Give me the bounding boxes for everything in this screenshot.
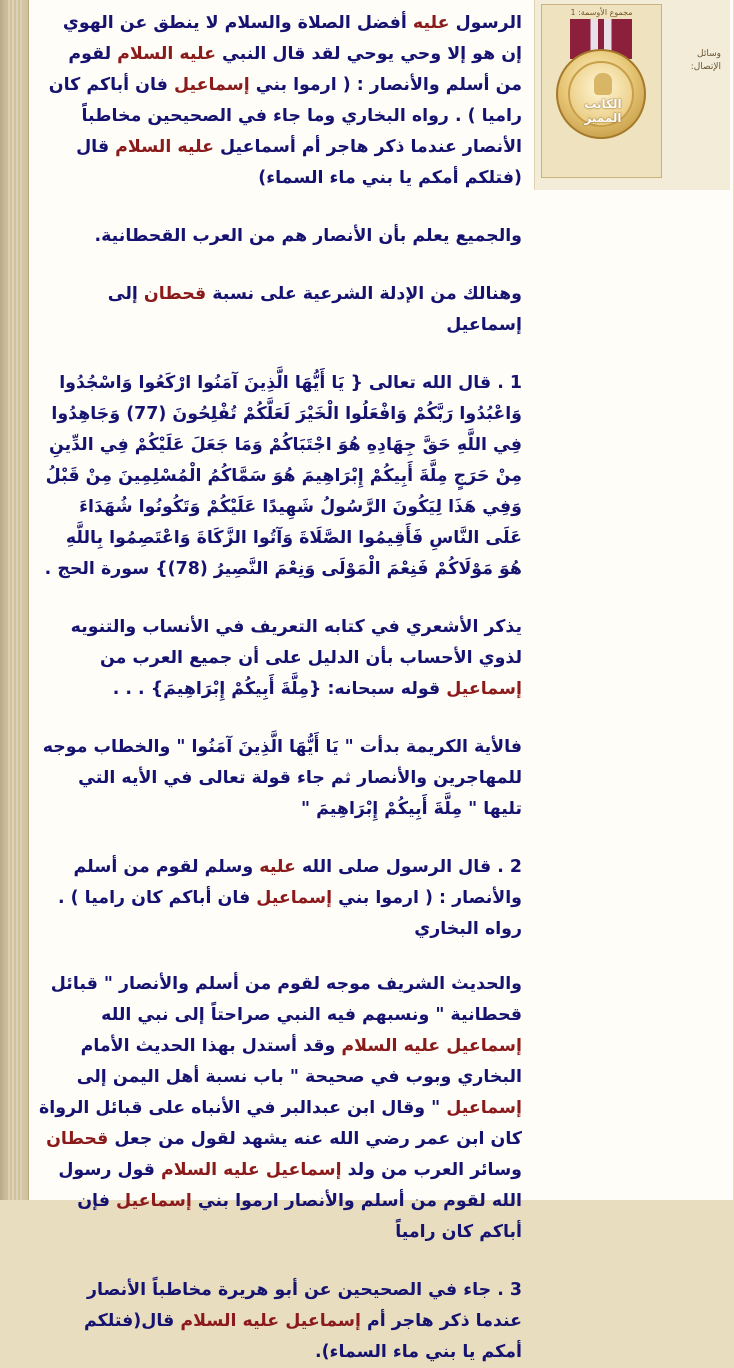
post-paragraph <box>39 368 522 585</box>
post-text: إلى إسماعيل <box>107 284 522 335</box>
post-text: 1 . قال الله تعالى { يَا أَيُّهَا الَّذِينَ آمَنُوا ارْكَعُوا وَاسْجُدُوا وَاعْبُدُوا رَبَّكُمْ وَافْعَلُوا الْخَيْرَ لَعَلَّكُمْ تُفْلِحُونَ (77) وَجَاهِدُوا فِي اللَّهِ حَقَّ جِهَادِهِ هُوَ اجْتَبَاكُمْ وَمَا جَعَلَ عَلَيْكُمْ فِي الدِّينِ مِنْ حَرَجٍ مِلَّةَ أَبِيكُمْ إِبْرَاهِيمَ هُوَ سَمَّاكُمُ الْمُسْلِمِينَ مِنْ قَبْلُ وَفِي هَذَا لِيَكُونَ الرَّسُولُ شَهِيدًا عَلَيْكُمْ وَتَكُونُوا شُهَدَاءَ عَلَى النَّاسِ فَأَقِيمُوا الصَّلَاةَ وَآتُوا الزَّكَاةَ وَاعْتَصِمُوا بِاللَّهِ هُوَ مَوْلَاكُمْ فَنِعْمَ الْمَوْلَى وَنِعْمَ النَّصِيرُ (78)} سورة الحج . <box>44 373 522 579</box>
post-text: قول رسول الله لقوم من أسلم والأنصار ارموا بني <box>58 1160 522 1211</box>
highlighted-text: إسماعيل <box>446 1098 522 1118</box>
post-paragraph <box>39 612 522 705</box>
post-text: " وقال ابن عبدالبر في الأنباه على قبائل الرواة كان ابن عمر رضي الله عنه يشهد لقول من جعل <box>38 1098 522 1149</box>
contact-methods-label: وسائل الإتصال: <box>690 49 721 72</box>
post-text: قال (فتلكم أمكم يا بني ماء السماء) <box>76 137 522 188</box>
post-paragraph <box>39 8 522 194</box>
post-text: وسلم لقوم من أسلم والأنصار : ( ارموا بني <box>73 857 522 908</box>
post-paragraph <box>39 732 522 825</box>
post-body <box>29 0 534 1362</box>
medal-icon <box>556 49 646 139</box>
highlighted-text: إسماعيل <box>446 679 522 699</box>
post-text: أفضل الصلاة والسلام لا ينطق عن الهوي إن هو إلا وحي يوحي لقد قال النبي <box>62 13 522 64</box>
post-text: لقوم من أسلم والأنصار : ( ارموا بني <box>68 44 522 95</box>
post-text: الرسول <box>449 13 522 33</box>
post-text: وقد أستدل بهذا الحديث الأمام البخاري وبوب في صحيحة " باب نسبة أهل اليمن إلى <box>76 1036 522 1087</box>
post-paragraph <box>39 221 522 252</box>
highlighted-text: عليه <box>412 13 450 33</box>
post-text: والجميع يعلم بأن الأنصار هم من العرب القحطانية. <box>94 226 522 246</box>
post-text: فان أباكم كان راميا ) . رواه البخاري وما جاء في الصحيحين مخاطباً الأنصار عندما ذكر هاجر أم أسماعيل <box>48 75 522 157</box>
highlighted-text: عليه السلام <box>117 44 216 64</box>
highlighted-text: إسماعيل عليه السلام <box>160 1160 342 1180</box>
post-text: قوله سبحانه: {مِلَّةَ أَبِيكُمْ إِبْرَاهِيمَ} . . . <box>112 679 447 699</box>
awards-count: مجموع الأوسمة: 1 <box>570 8 633 17</box>
post-text: فإن أباكم كان رامياً <box>77 1191 522 1242</box>
post-text: والحديث الشريف موجه لقوم من أسلم والأنصار " قبائل قحطانية " ونسبهم فيه النبي صراحتاً إلى نبي الله <box>50 974 522 1025</box>
post-text: 2 . قال الرسول صلى الله <box>295 857 522 877</box>
post-text: فان أباكم كان راميا ) . رواه البخاري <box>58 888 522 939</box>
post-text: يذكر الأشعري في كتابه التعريف في الأنساب والتنويه لذوي الأحساب بأن الدليل على أن جميع العرب من <box>70 617 522 668</box>
post-paragraph <box>39 1275 522 1368</box>
post-text: 3 . جاء في الصحيحين عن أبو هريرة مخاطباً الأنصار عندما ذكر هاجر أم <box>86 1280 522 1331</box>
forum-post <box>29 0 733 1362</box>
post-paragraph <box>39 279 522 341</box>
post-text: فالأية الكريمة بدأت " يَا أَيُّهَا الَّذِينَ آمَنُوا " والخطاب موجه للمهاجرين والأنصار ثم جاء قولة تعالى في الأيه التي تليها " مِلَّةَ أَبِيكُمْ إِبْرَاهِيمَ " <box>42 737 522 819</box>
highlighted-text: إسماعيل <box>116 1191 192 1211</box>
medal-label: الكاتب المميز <box>584 97 622 125</box>
highlighted-text: إسماعيل عليه السلام <box>341 1036 522 1056</box>
post-text: قال(فتلكم أمكم يا بني ماء السماء). <box>83 1311 522 1362</box>
highlighted-text: عليه السلام <box>115 137 214 157</box>
highlighted-text: إسماعيل <box>256 888 333 908</box>
figure-icon <box>594 73 612 95</box>
highlighted-text: عليه <box>259 857 296 877</box>
post-paragraph <box>39 852 522 945</box>
border-stripe <box>6 0 22 1200</box>
highlighted-text: قحطان <box>46 1129 109 1149</box>
post-text: وهنالك من الإدلة الشرعية على نسبة <box>206 284 522 304</box>
award-medal-image[interactable] <box>541 4 662 178</box>
highlighted-text: إسماعيل عليه السلام <box>180 1311 361 1331</box>
user-sidebar <box>534 0 730 190</box>
highlighted-text: قحطان <box>143 284 207 304</box>
post-paragraph <box>39 969 522 1248</box>
post-text: وسائر العرب من ولد <box>341 1160 522 1180</box>
page-left-border <box>0 0 29 1200</box>
highlighted-text: إسماعيل <box>173 75 250 95</box>
